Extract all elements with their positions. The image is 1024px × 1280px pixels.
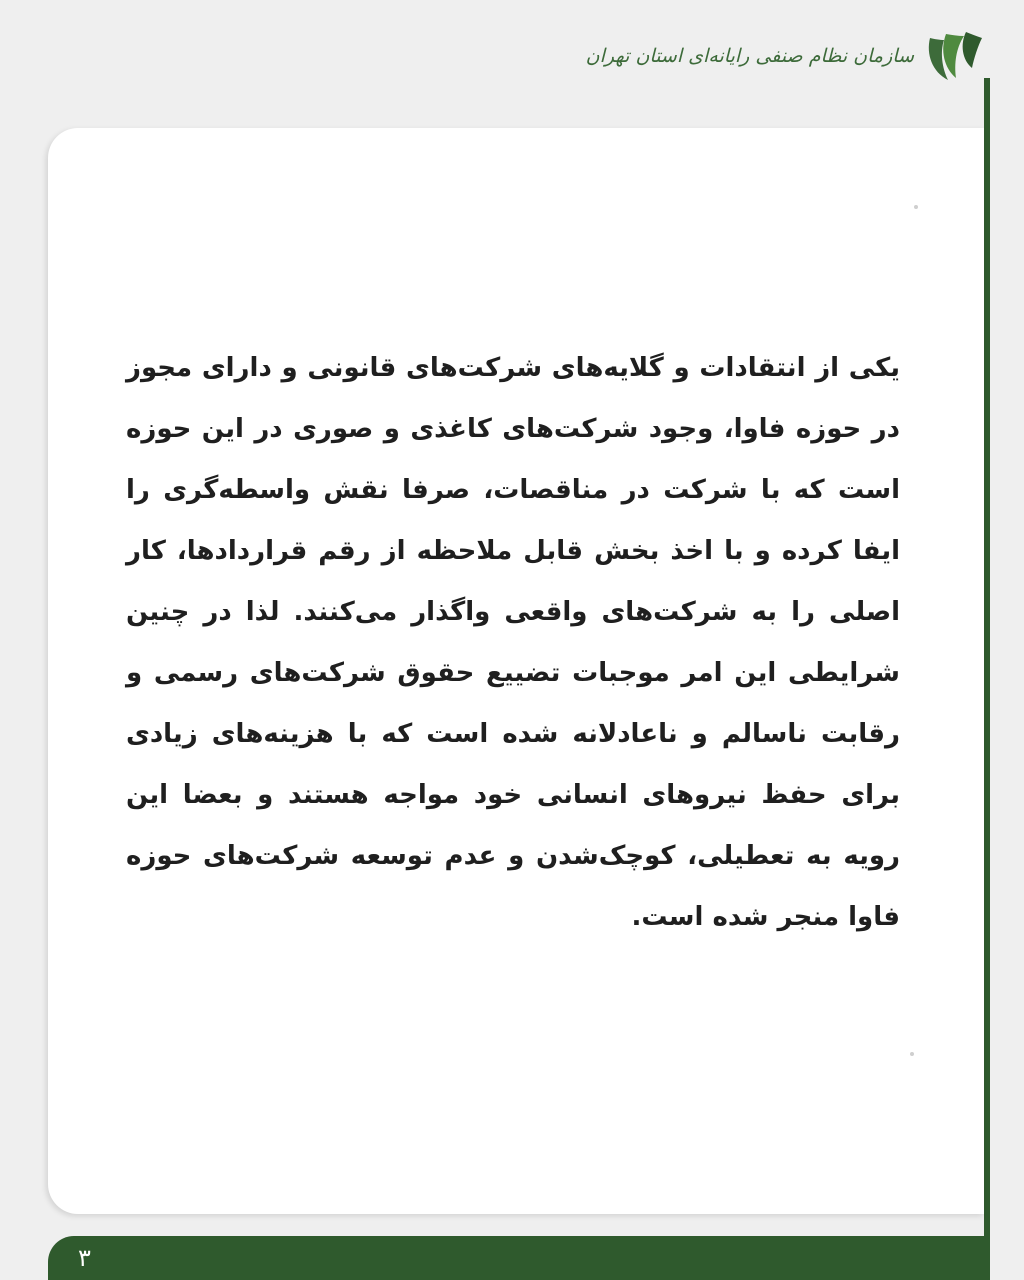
leaf-logo-icon bbox=[924, 28, 984, 84]
decorative-dot bbox=[914, 205, 918, 209]
header bbox=[586, 26, 984, 86]
article-paragraph: یکی از انتقادات و گلایه‌های شرکت‌های قانونی و دارای مجوز در حوزه فاوا، وجود شرکت‌های کاغذی و صوری در این حوزه است که با شرکت در مناقصات، صرفا نقش واسطه‌گری را ایفا کرده و با اخذ بخش قابل ملاحظه از رقم قراردادها، کار اصلی را به شرکت‌های واقعی واگذار می‌کنند. لذا در چنین شرایطی این امر موجبات تضییع حقوق شرکت‌های رسمی و رقابت ناسالم و ناعادلانه شده است که با هزینه‌های زیادی برای حفظ نیروهای انسانی خود مواجه هستند و بعضا این رویه به تعطیلی، کوچک‌شدن و عدم توسعه شرکت‌های حوزه فاوا منجر شده است. bbox=[126, 353, 900, 932]
decorative-dot bbox=[910, 1052, 914, 1056]
organization-name: سازمان نظام صنفی رایانه‌ای استان تهران bbox=[585, 45, 914, 67]
page-number: ۳ bbox=[78, 1244, 91, 1272]
footer-bar bbox=[48, 1236, 986, 1280]
vertical-accent-line bbox=[984, 78, 990, 1280]
